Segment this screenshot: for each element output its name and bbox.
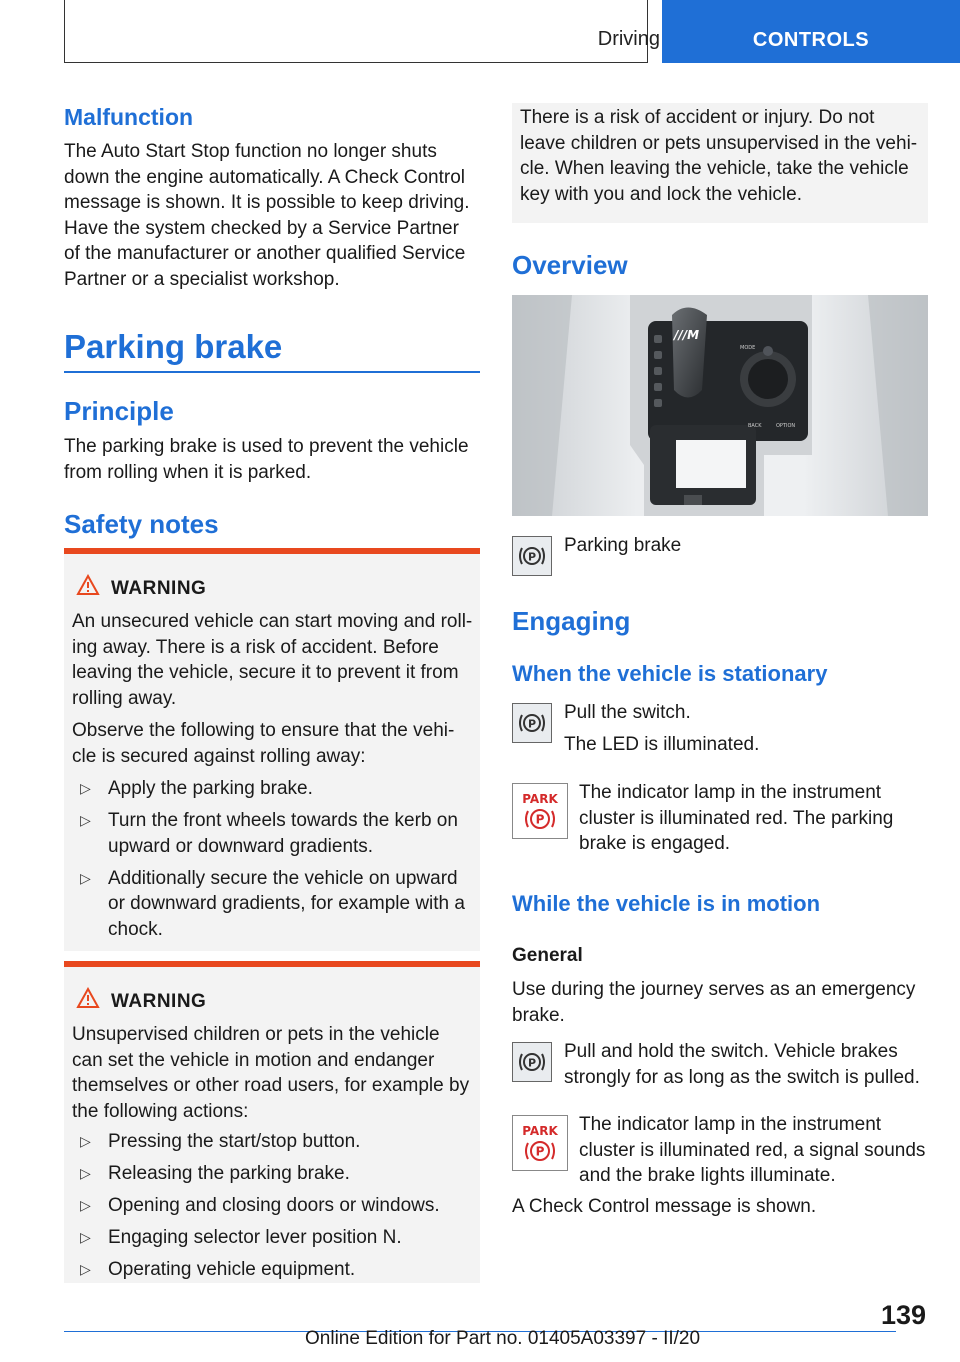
warning-triangle-icon	[76, 574, 100, 601]
warning-text-2: Observe the following to ensure that the vehi- cle is secured against rolling away:	[72, 720, 455, 767]
park-indicator-icon	[512, 783, 568, 839]
svg-text:MODE: MODE	[740, 345, 756, 351]
svg-text:P: P	[528, 1056, 537, 1070]
svg-text:P: P	[528, 550, 537, 564]
parking-brake-switch-icon	[512, 703, 552, 743]
motion-heading: While the vehicle is in motion	[512, 891, 821, 916]
svg-text:P: P	[535, 812, 545, 827]
svg-text:P: P	[528, 717, 537, 731]
check-control-text: A Check Control message is shown.	[512, 1196, 817, 1217]
parking-brake-heading: Parking brake	[64, 328, 283, 365]
pull-hold-text: Pull and hold the switch. Vehicle brakes strongly for as long as the switch is pulled.	[564, 1041, 920, 1088]
heading-rule	[64, 371, 480, 373]
console-photo	[512, 295, 928, 516]
parking-brake-switch-icon	[512, 1042, 552, 1082]
list-item: ▷ Opening and closing doors or windows.	[72, 1193, 472, 1219]
header-section: Driving	[597, 28, 660, 50]
parking-brake-switch-icon	[512, 536, 552, 576]
general-text: Use during the journey serves as an emergency brake.	[512, 979, 916, 1026]
edition-footer: Online Edition for Part no. 01405A03397 - II/20	[305, 1328, 701, 1349]
warning-text: Unsupervised children or pets in the vehicle can set the vehicle in motion and endanger themselves or other road users, for example by the following actions:	[72, 1024, 470, 1122]
header-chapter-tab: CONTROLS	[662, 0, 960, 63]
svg-text:///M: ///M	[674, 328, 700, 342]
warning-bullet-list	[72, 776, 472, 949]
motion-indicator-text: The indicator lamp in the instrument cluster is illuminated red, a signal sounds and the brake lights illuminate.	[579, 1114, 926, 1186]
list-item: ▷ Apply the parking brake.	[72, 776, 472, 802]
park-indicator-icon	[512, 1115, 568, 1171]
svg-text:PARK: PARK	[522, 1124, 558, 1138]
list-item: ▷ Turn the front wheels towards the kerb on upward or downward gradients.	[72, 808, 472, 859]
stationary-step-1: Pull the switch.	[564, 702, 691, 723]
warning-text: There is a risk of accident or injury. Do not leave children or pets unsupervised in the vehi- cle. When leaving the vehicle, take the vehicle key with you and lock the vehicle.	[520, 107, 918, 205]
safety-notes-heading: Safety notes	[64, 509, 219, 539]
stationary-indicator-text: The indicator lamp in the instrument cluster is illuminated red. The parking brake is engaged.	[579, 782, 894, 854]
engaging-heading: Engaging	[512, 606, 631, 636]
svg-text:P: P	[535, 1144, 545, 1159]
list-item: ▷ Releasing the parking brake.	[72, 1161, 472, 1187]
warning-text: An unsecured vehicle can start moving and roll- ing away. There is a risk of accident. Before leaving the vehicle, secure it to prevent it from rolling away.	[72, 611, 473, 709]
page-number: 139	[880, 1300, 926, 1330]
svg-text:PARK: PARK	[522, 792, 558, 806]
principle-heading: Principle	[64, 396, 174, 426]
general-heading: General	[512, 945, 583, 966]
warning-box	[64, 554, 480, 951]
malfunction-heading: Malfunction	[64, 104, 194, 130]
svg-text:BACK: BACK	[748, 423, 762, 429]
list-item: ▷ Additionally secure the vehicle on upward or downward gradients, for example with a chock.	[72, 866, 472, 943]
list-item: ▷ Operating vehicle equipment.	[72, 1257, 472, 1283]
warning-bullet-list	[72, 1129, 472, 1289]
warning-box-continued	[512, 103, 928, 223]
icon-caption: Parking brake	[564, 535, 682, 556]
malfunction-text: The Auto Start Stop function no longer shuts down the engine automatically. A Check Control message is shown. It is possible to keep driving. Have the system checked by a Service Partner of the manufacturer or another qualified Service Partner or a specialist workshop.	[64, 141, 470, 290]
stationary-step-2: The LED is illuminated.	[564, 734, 760, 755]
svg-text:OPTION: OPTION	[776, 423, 796, 429]
list-item: ▷ Engaging selector lever position N.	[72, 1225, 472, 1251]
warning-triangle-icon	[76, 987, 100, 1014]
principle-text: The parking brake is used to prevent the vehicle from rolling when it is parked.	[64, 436, 469, 483]
overview-heading: Overview	[512, 250, 628, 280]
warning-box	[64, 967, 480, 1283]
warning-title: WARNING	[111, 991, 207, 1012]
warning-title: WARNING	[111, 578, 207, 599]
header-frame	[64, 0, 648, 63]
list-item: ▷ Pressing the start/stop button.	[72, 1129, 472, 1155]
stationary-heading: When the vehicle is stationary	[512, 661, 828, 686]
